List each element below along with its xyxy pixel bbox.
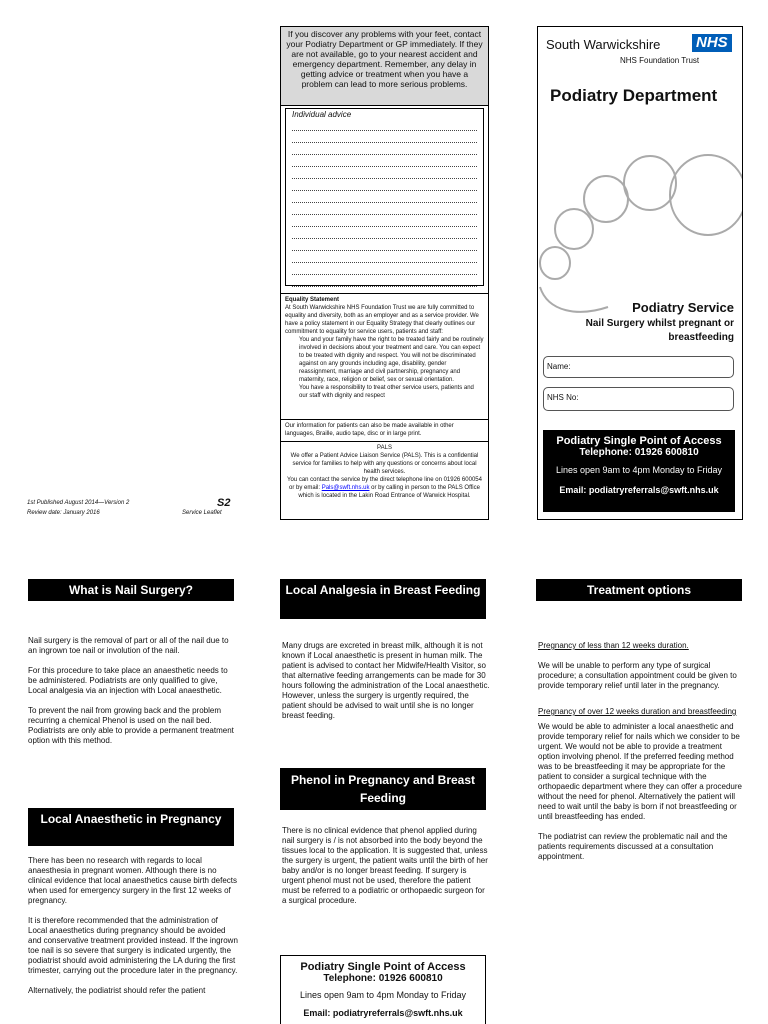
equality-item-2: You have a responsibility to treat other service users, patients and our staff with dignity and respect bbox=[299, 385, 474, 399]
heading-treatment-options: Treatment options bbox=[536, 579, 742, 601]
review-date: Review date: January 2016 bbox=[27, 510, 100, 516]
col2-body-top bbox=[282, 641, 490, 731]
spa-box-bottom bbox=[280, 955, 486, 1024]
spa-bottom-phone: Telephone: 01926 600810 bbox=[323, 973, 443, 984]
advice-label: Individual advice bbox=[292, 110, 352, 119]
heading-what-is-nail-surgery: What is Nail Surgery? bbox=[28, 579, 234, 601]
equality-title: Equality Statement bbox=[285, 297, 340, 303]
col3-body bbox=[538, 641, 744, 872]
spa-box bbox=[543, 430, 735, 512]
trust-name: South Warwickshire bbox=[546, 37, 661, 52]
col3-para-2: We would be able to administer a local anaesthetic and provide temporary relief for nails which we consider to be urgent. We would not be able to provide a treatment option involving phenol. If the preferred feeding method was to be breastfeeding it may be appropriate for the patient to consider a surgical technique with the orthopaedic department where they can offer a procedure without the need for phenol. Alternatively the patient will need to wait until the baby is born if not breastfeeding or until breastfeeding has ended. bbox=[538, 722, 742, 821]
pals-text-2: You can contact the service by the direct telephone line on 01926 600054 or by email: Pals@swft.nhs.uk or by calling in person to the PALS Office which is located in the Lakin Road Entrance of Warwick Hospital. bbox=[287, 477, 482, 499]
formats-note: Our information for patients can also be made available in other languages, Braille, audio tape, disc or in large print. bbox=[281, 419, 488, 441]
heading-phenol: Phenol in Pregnancy and Breast Feeding bbox=[280, 768, 486, 810]
leaflet-type: Service Leaflet bbox=[182, 510, 222, 516]
col1-para-6: Alternatively, the podiatrist should refer the patient bbox=[28, 986, 206, 995]
trust-sub: NHS Foundation Trust bbox=[620, 56, 700, 65]
col3-para-3: The podiatrist can review the problematic nail and the patients requirements discussed at a consultation appointment. bbox=[538, 832, 728, 861]
pals-text-1: We offer a Patient Advice Liaison Service (PALS). This is a confidential service for families to help with any questions or concerns about local health services. bbox=[290, 453, 479, 475]
col3-para-1: We will be unable to perform any type of surgical procedure; a consultation appointment could be given to provide temporary relief until later in the pregnancy. bbox=[538, 661, 737, 690]
spa-email[interactable]: Email: podiatryreferrals@swft.nhs.uk bbox=[559, 485, 719, 495]
col3-sub-2: Pregnancy of over 12 weeks duration and breastfeeding bbox=[538, 707, 737, 716]
cover-panel bbox=[537, 26, 743, 520]
col2-para-1: Many drugs are excreted in breast milk, although it is not known if Local anaesthetic is present in human milk. The patient is advised to contact her Midwife/Health Visitor, so that alternative feeding arrangements can be made for 30 hours following the administration of the Local anaesthetic. However, unless the surgery is urgently required, the patient should be advised to wait until she is no longer breast feeding. bbox=[282, 641, 490, 720]
spa-bottom-hours: Lines open 9am to 4pm Monday to Friday bbox=[299, 990, 467, 1000]
col1-body-top bbox=[28, 636, 238, 756]
pals-section bbox=[281, 441, 488, 502]
published-note: 1st Published August 2014—Version 2 bbox=[27, 500, 130, 506]
col1-para-3: To prevent the nail from growing back and the problem recurring a chemical Phenol is used on the nail bed. Podiatrists are only able to provide a permanent treatment option with this method. bbox=[28, 706, 234, 745]
col1-body-bottom bbox=[28, 856, 238, 1006]
info-panel bbox=[280, 26, 489, 520]
col2-body-bottom bbox=[282, 826, 490, 916]
equality-intro: At South Warwickshire NHS Foundation Trust we are fully committed to equality and diversity, both as an employer and as a service provider. We have a policy statement in our Equality Strategy that clearly outlines our commitment to equality for service users, patients and staff: bbox=[285, 305, 479, 335]
col1-para-4: There has been no research with regards to local anaesthesia in pregnant women. Although there is no clinical evidence that local anaesthetics cause birth defects when used for emergency surgery in the first 12 weeks of pregnancy. bbox=[28, 856, 238, 905]
individual-advice-box[interactable] bbox=[285, 108, 484, 286]
col2-para-2: There is no clinical evidence that phenol applied during nail surgery is / is not absorbed into the body beyond the tissues local to the application. It is suggested that, unless the surgery is urgent, the patient waits until the birth of her baby and/or is no longer breast feeding. If surgery is urgent phenol must not be used, therefore the patient must be referred to a podiatric or orthopaedic surgeon for a surgical procedure. bbox=[282, 826, 488, 905]
spa-bottom-title: Podiatry Single Point of Access bbox=[300, 961, 466, 973]
heading-la-breast-feeding: Local Analgesia in Breast Feeding bbox=[280, 579, 486, 619]
col3-sub-1: Pregnancy of less than 12 weeks duration. bbox=[538, 641, 689, 650]
spa-phone: Telephone: 01926 600810 bbox=[579, 447, 699, 458]
nhs-logo: NHS bbox=[692, 34, 732, 52]
spa-title: Podiatry Single Point of Access bbox=[556, 435, 722, 447]
col1-para-1: Nail surgery is the removal of part or all of the nail due to an ingrown toe nail or involution of the nail. bbox=[28, 636, 229, 655]
col1-para-5: It is therefore recommended that the administration of Local anaesthetics during pregnancy should be avoided and conservative treatment provided instead. If the ingrown toe nail is so severe that surgery is indicated urgently, the podiatrist should avoid administering the LA during the first trimester, carrying out the procedure later in the pregnancy. bbox=[28, 916, 238, 975]
footprint-graphic bbox=[538, 137, 742, 327]
leaflet-code: S2 bbox=[217, 497, 231, 509]
equality-item-1: You and your family have the right to be treated fairly and be routinely involved in decisions about your treatment and care. You can expect to be treated with dignity and respect. You will not be discriminated against on any grounds including age, disability, gender reassignment, marriage and civil partnership, pregnancy and maternity, race, religion or belief, sex or sexual orientation. bbox=[299, 337, 484, 383]
pals-email-link[interactable]: Pals@swft.nhs.uk bbox=[321, 485, 370, 491]
spa-hours: Lines open 9am to 4pm Monday to Friday bbox=[555, 465, 723, 475]
heading-la-pregnancy: Local Anaesthetic in Pregnancy bbox=[28, 808, 234, 846]
service-title: Podiatry Service bbox=[632, 300, 734, 315]
service-subtitle: Nail Surgery whilst pregnant or breastfeeding bbox=[585, 318, 734, 343]
spa-bottom-email[interactable]: Email: podiatryreferrals@swft.nhs.uk bbox=[303, 1008, 463, 1018]
name-field[interactable]: Name: bbox=[543, 356, 734, 378]
col1-para-2: For this procedure to take place an anaesthetic needs to be administered. Podiatrists are only qualified to give, Local analgesia via an injection with Local anaesthetic. bbox=[28, 666, 228, 695]
dept-title: Podiatry Department bbox=[550, 86, 718, 105]
equality-statement bbox=[281, 293, 488, 419]
problems-notice: If you discover any problems with your feet, contact your Podiatry Department or GP immediately. If they are not available, go to your nearest accident and emergency department. Remember, any delay in getting advice or treatment when you have a problem can lead to more serious problems. bbox=[281, 27, 488, 106]
nhs-number-field[interactable]: NHS No: bbox=[543, 387, 734, 411]
advice-lines bbox=[292, 119, 477, 287]
pals-title: PALS bbox=[377, 445, 392, 451]
